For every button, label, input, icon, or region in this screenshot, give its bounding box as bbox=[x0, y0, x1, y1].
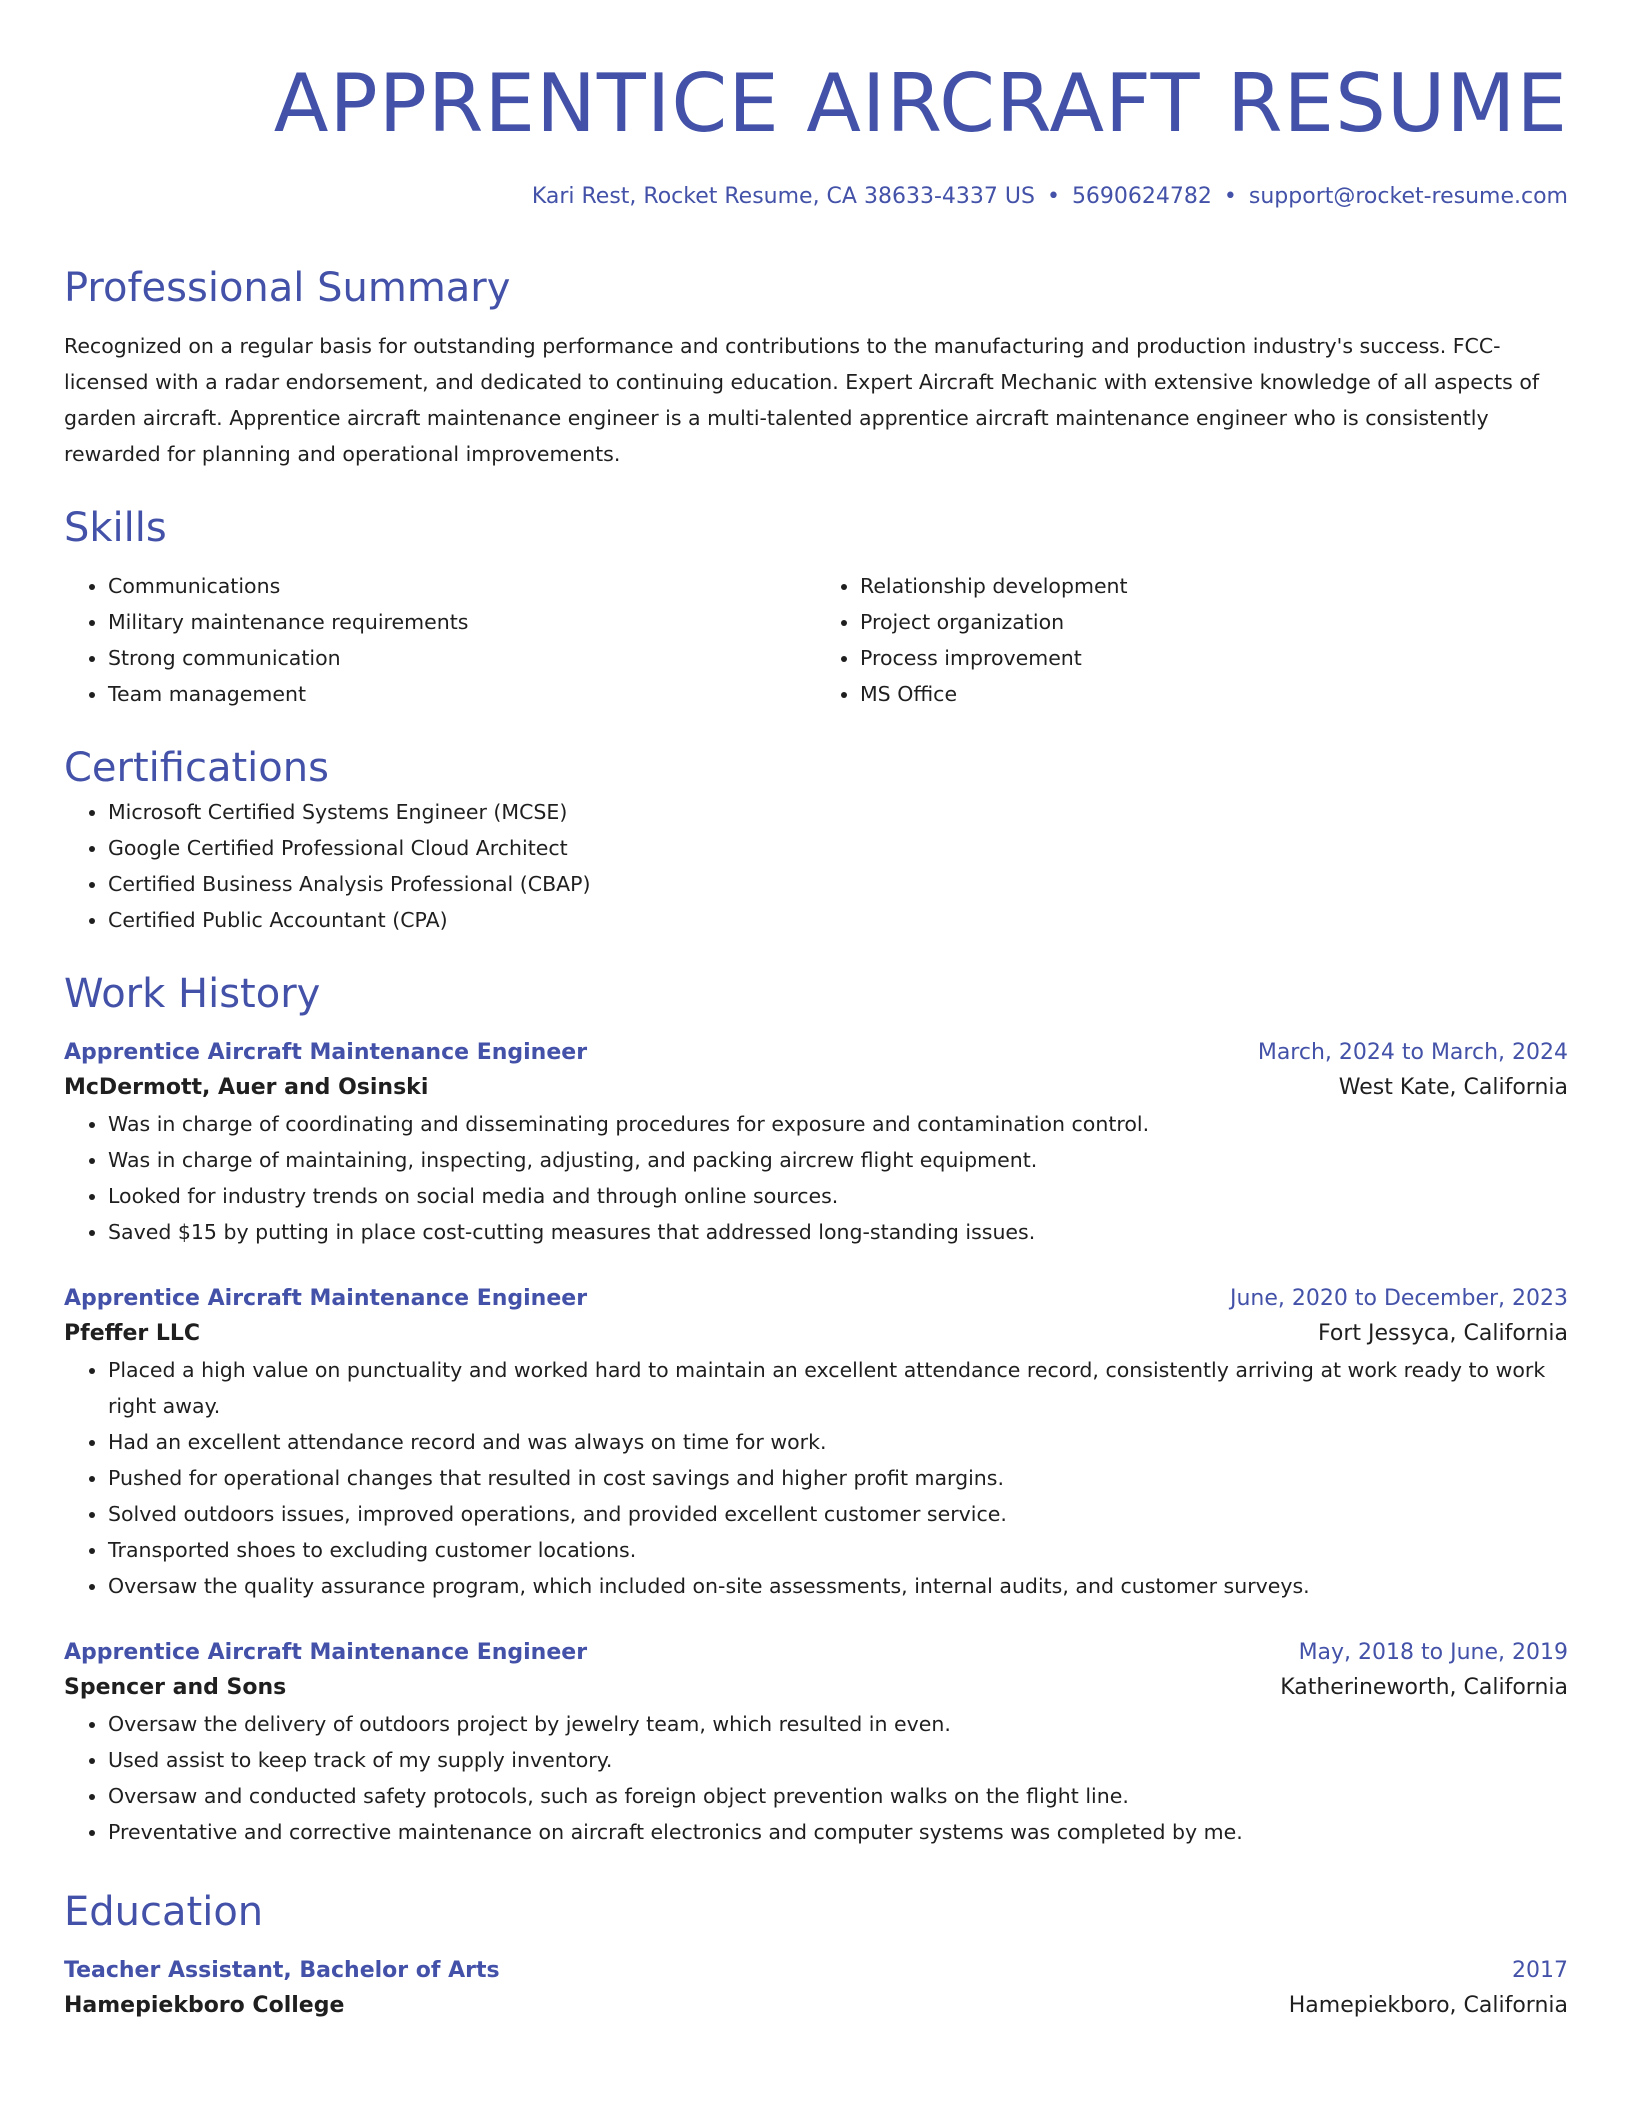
skills-list-left bbox=[64, 568, 816, 712]
contact-address: Kari Rest, Rocket Resume, CA 38633-4337 US bbox=[531, 184, 1035, 209]
job-subheader bbox=[64, 1316, 1568, 1352]
separator-dot: • bbox=[1046, 184, 1060, 209]
job-bullet: • Saved $15 by putting in place cost-cutting measures that addressed long-standing issues. bbox=[108, 1214, 1568, 1250]
certifications-section bbox=[64, 742, 1568, 938]
job-location: Fort Jessyca, California bbox=[1318, 1321, 1568, 1346]
job-bullet: • Placed a high value on punctuality and worked hard to maintain an excellent attendance record, consistently arriving at work ready to work right away. bbox=[108, 1352, 1568, 1424]
job-bullet: • Oversaw the quality assurance program, which included on-site assessments, internal audits, and customer surveys. bbox=[108, 1568, 1568, 1604]
certifications-list bbox=[64, 794, 1568, 938]
skills-heading: Skills bbox=[64, 505, 167, 551]
certification-item: • Google Certified Professional Cloud Architect bbox=[108, 830, 1568, 866]
skill-item: • Relationship development bbox=[860, 568, 1568, 604]
job-subheader bbox=[64, 1670, 1568, 1706]
contact-phone[interactable]: 5690624782 bbox=[1071, 184, 1212, 209]
job-bullet: • Used assist to keep track of my supply inventory. bbox=[108, 1742, 1568, 1778]
job-bullet: • Preventative and corrective maintenance on aircraft electronics and computer systems was completed by me. bbox=[108, 1814, 1568, 1850]
job-dates: May, 2018 to June, 2019 bbox=[1298, 1640, 1568, 1665]
skill-item: • Process improvement bbox=[860, 640, 1568, 676]
summary-section bbox=[64, 262, 1568, 472]
job-dates: June, 2020 to December, 2023 bbox=[1229, 1286, 1568, 1311]
education-year: 2017 bbox=[1512, 1958, 1568, 1983]
education-school: Hamepiekboro College bbox=[64, 1993, 345, 2018]
job-header bbox=[64, 1636, 1568, 1670]
certification-item: • Certified Business Analysis Professional (CBAP) bbox=[108, 866, 1568, 902]
job-subheader bbox=[64, 1070, 1568, 1106]
job-bullets bbox=[64, 1706, 1568, 1850]
job-company: Pfeffer LLC bbox=[64, 1321, 201, 1346]
job-bullet: • Was in charge of coordinating and disseminating procedures for exposure and contamination control. bbox=[108, 1106, 1568, 1142]
certification-item: • Microsoft Certified Systems Engineer (MCSE) bbox=[108, 794, 1568, 830]
job-bullet: • Was in charge of maintaining, inspecting, adjusting, and packing aircrew flight equipment. bbox=[108, 1142, 1568, 1178]
summary-text: Recognized on a regular basis for outstanding performance and contributions to the manufacturing and production industry's success. FCC-licensed with a radar endorsement, and dedicated to continuing education. Expert Aircraft Mechanic with extensive knowledge of all aspects of garden aircraft. Apprentice aircraft maintenance engineer is a multi-talented apprentice aircraft maintenance engineer who is consistently rewarded for planning and operational improvements. bbox=[64, 334, 1540, 466]
education-location: Hamepiekboro, California bbox=[1288, 1993, 1568, 2018]
separator-dot: • bbox=[1223, 184, 1237, 209]
job-bullet: • Had an excellent attendance record and was always on time for work. bbox=[108, 1424, 1568, 1460]
summary-heading: Professional Summary bbox=[64, 265, 511, 311]
skill-item: • Project organization bbox=[860, 604, 1568, 640]
job-bullet: • Solved outdoors issues, improved operations, and provided excellent customer service. bbox=[108, 1496, 1568, 1532]
job-location: West Kate, California bbox=[1338, 1075, 1568, 1100]
skill-item: • Communications bbox=[108, 568, 816, 604]
job-header bbox=[64, 1282, 1568, 1316]
job-entry bbox=[64, 1036, 1568, 1250]
education-heading: Education bbox=[64, 1889, 264, 1935]
skills-section bbox=[64, 502, 1568, 712]
job-company: Spencer and Sons bbox=[64, 1675, 287, 1700]
skill-item: • MS Office bbox=[860, 676, 1568, 712]
job-title: Apprentice Aircraft Maintenance Engineer bbox=[64, 1040, 588, 1065]
certification-item: • Certified Public Accountant (CPA) bbox=[108, 902, 1568, 938]
skill-item: • Strong communication bbox=[108, 640, 816, 676]
job-bullet: • Oversaw and conducted safety protocols, such as foreign object prevention walks on the flight line. bbox=[108, 1778, 1568, 1814]
job-company: McDermott, Auer and Osinski bbox=[64, 1075, 429, 1100]
job-bullet: • Transported shoes to excluding customer locations. bbox=[108, 1532, 1568, 1568]
work-history-section bbox=[64, 968, 1568, 1850]
job-bullets bbox=[64, 1352, 1568, 1604]
education-entry bbox=[64, 1954, 1568, 2024]
job-bullets bbox=[64, 1106, 1568, 1250]
education-header bbox=[64, 1954, 1568, 1988]
education-section bbox=[64, 1886, 1568, 2024]
job-location: Katherineworth, California bbox=[1280, 1675, 1568, 1700]
job-title: Apprentice Aircraft Maintenance Engineer bbox=[64, 1286, 588, 1311]
job-bullet: • Looked for industry trends on social media and through online sources. bbox=[108, 1178, 1568, 1214]
job-entry bbox=[64, 1636, 1568, 1850]
resume-title: APPRENTICE AIRCRAFT RESUME bbox=[273, 57, 1568, 150]
education-subheader bbox=[64, 1988, 1568, 2024]
job-bullet: • Oversaw the delivery of outdoors project by jewelry team, which resulted in even. bbox=[108, 1706, 1568, 1742]
job-title: Apprentice Aircraft Maintenance Engineer bbox=[64, 1640, 588, 1665]
job-bullet: • Pushed for operational changes that resulted in cost savings and higher profit margins. bbox=[108, 1460, 1568, 1496]
skill-item: • Military maintenance requirements bbox=[108, 604, 816, 640]
work-history-heading: Work History bbox=[64, 971, 321, 1017]
education-degree: Teacher Assistant, Bachelor of Arts bbox=[64, 1958, 500, 1983]
contact-email[interactable]: support@rocket-resume.com bbox=[1248, 184, 1568, 209]
skill-item: • Team management bbox=[108, 676, 816, 712]
skills-list-right bbox=[816, 568, 1568, 712]
contact-line bbox=[64, 182, 1568, 212]
job-header bbox=[64, 1036, 1568, 1070]
skills-grid bbox=[64, 568, 1568, 712]
job-dates: March, 2024 to March, 2024 bbox=[1257, 1040, 1568, 1065]
job-entry bbox=[64, 1282, 1568, 1604]
certifications-heading: Certifications bbox=[64, 745, 329, 791]
